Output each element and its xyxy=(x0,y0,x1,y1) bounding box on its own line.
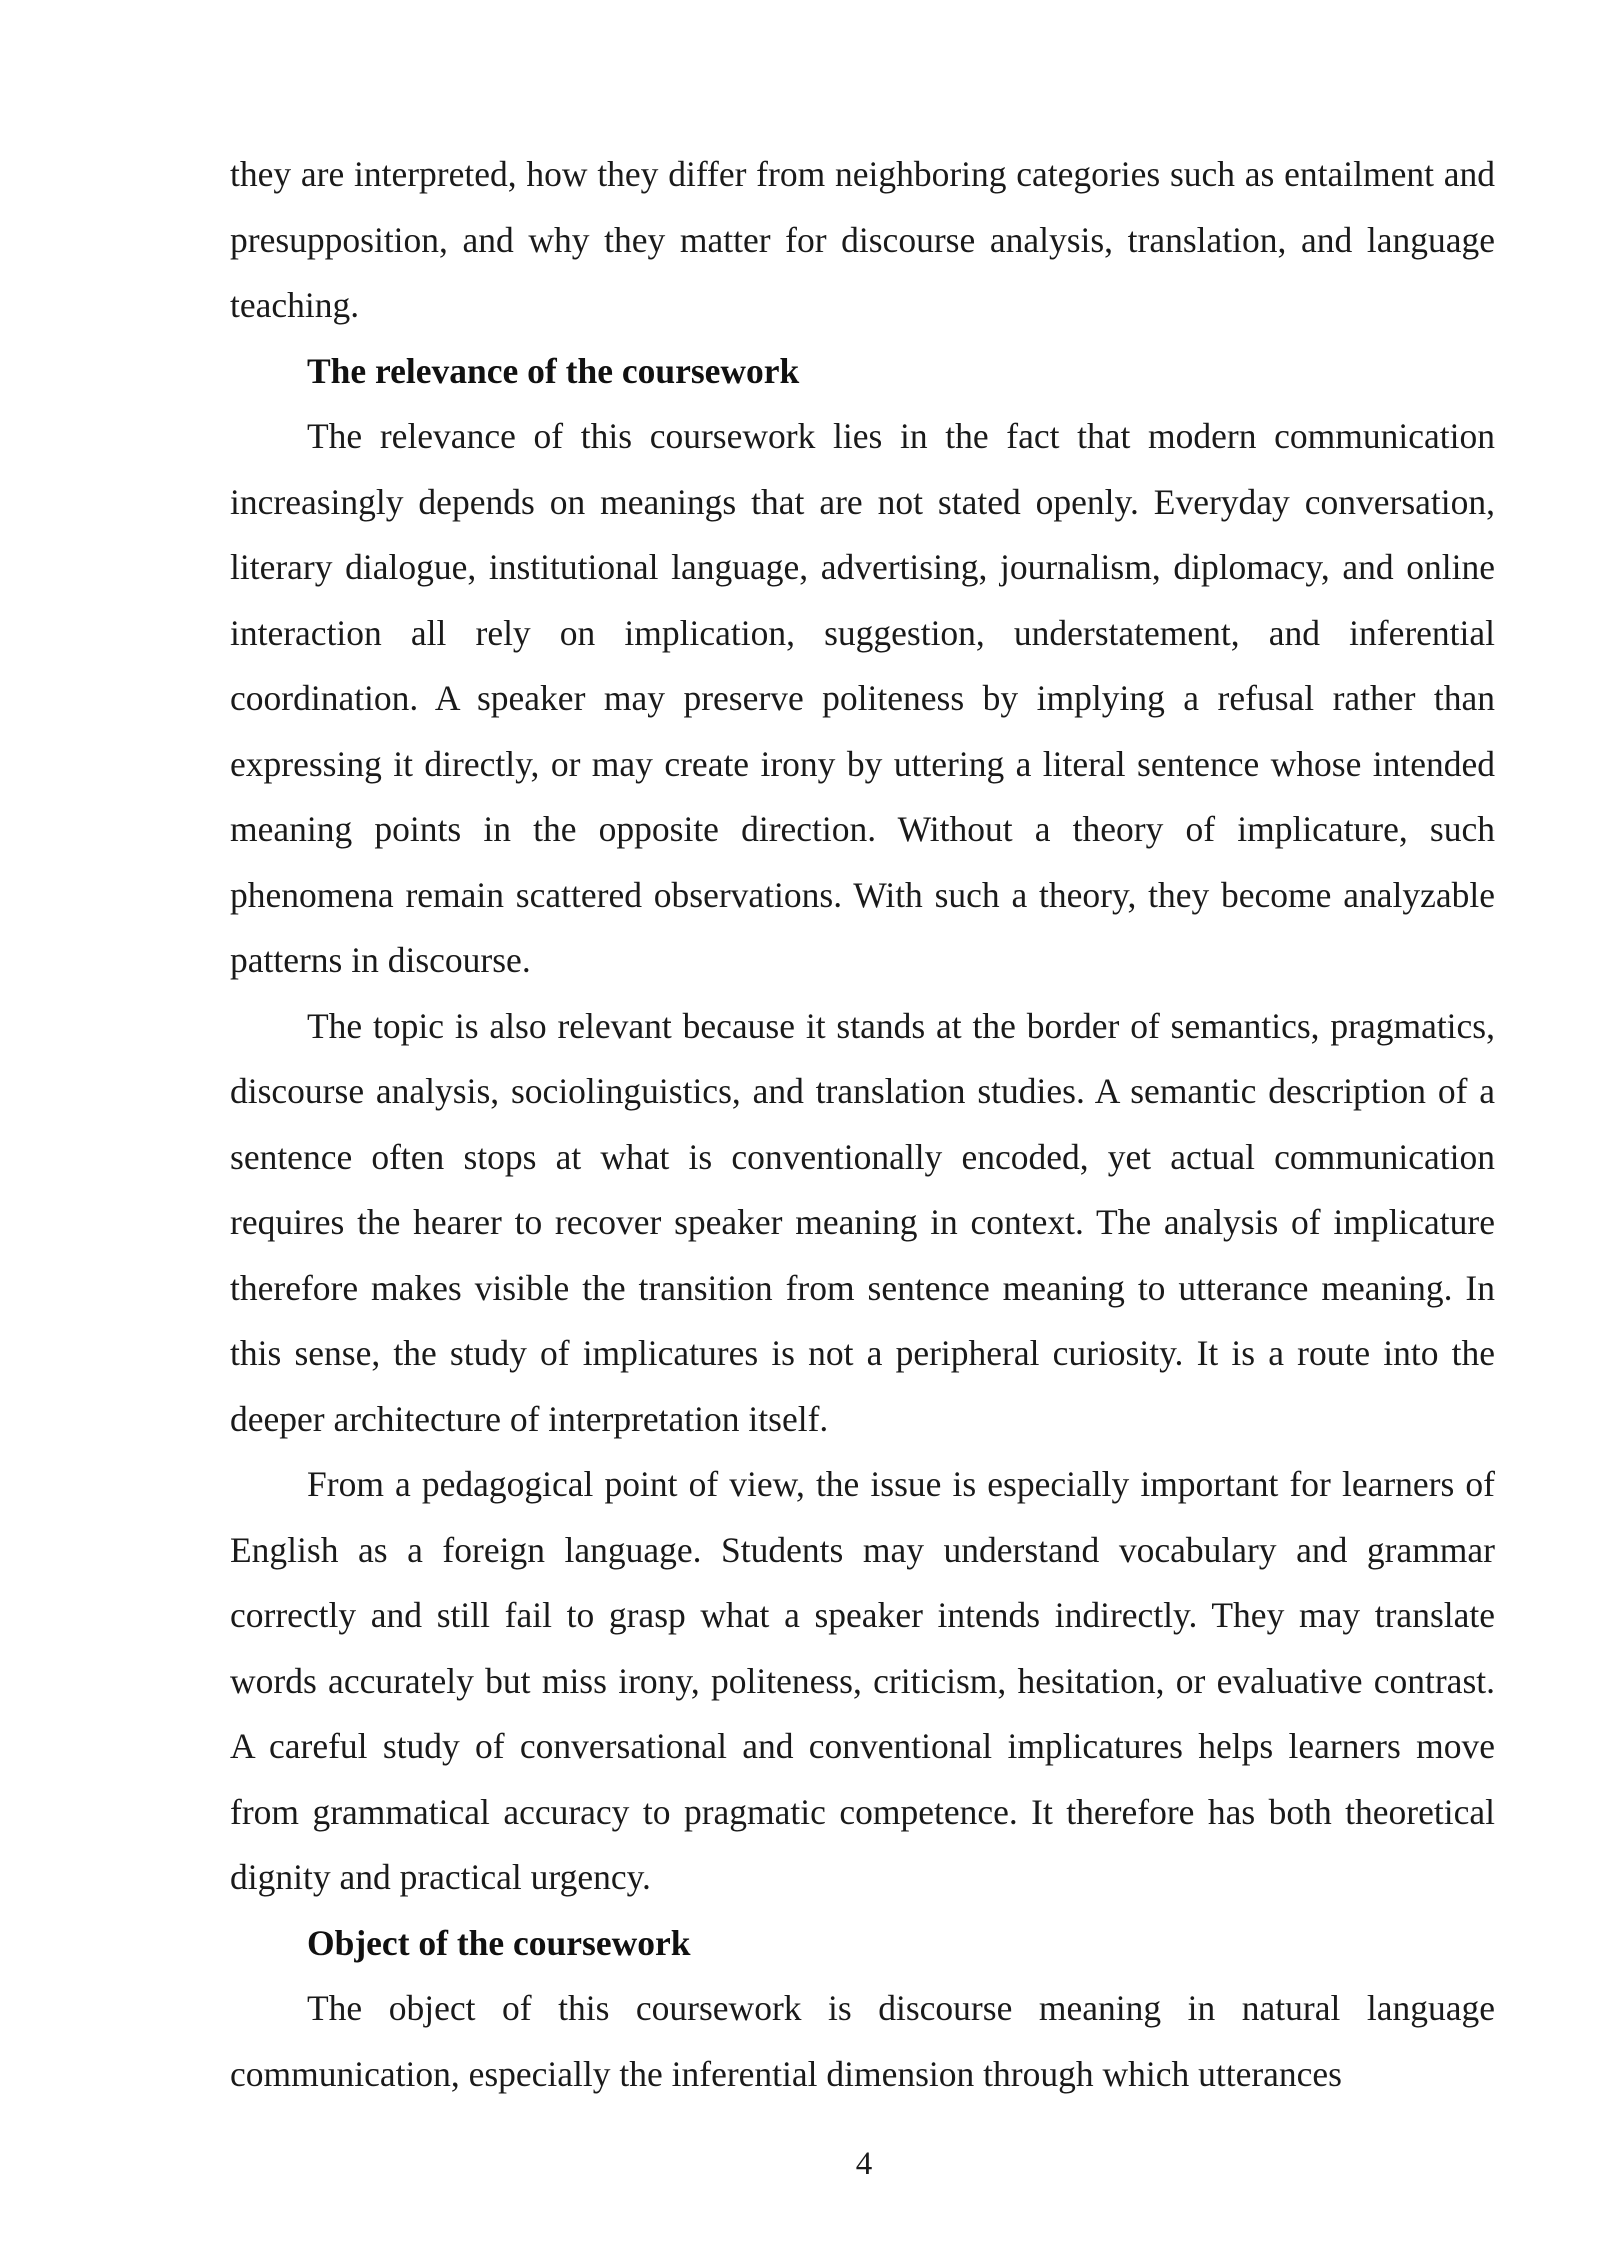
relevance-paragraph-3: From a pedagogical point of view, the issue is especially important for learners of English as a foreign language. Students may understand vocabulary and grammar correctly and still fail to grasp what a speaker intends indirectly. They may translate words accurately but miss irony, politeness, criticism, hesitation, or evaluative contrast. A careful study of conversational and conventional implicatures helps learners move from grammatical accuracy to pragmatic competence. It therefore has both theoretical dignity and practical urgency. xyxy=(230,1464,1495,1897)
page-number: 4 xyxy=(855,2146,873,2182)
continued-paragraph: they are interpreted, how they differ from neighboring categories such as entailment and presupposition, and why they matter for discourse analysis, translation, and language teaching. xyxy=(230,154,1495,325)
object-heading: Object of the coursework xyxy=(307,1922,691,1963)
relevance-paragraph-2: The topic is also relevant because it stands at the border of semantics, pragmatics, discourse analysis, sociolinguistics, and translation studies. A semantic description of a sentence often stops at what is conventionally encoded, yet actual communication requires the hearer to recover speaker meaning in context. The analysis of implicature therefore makes visible the transition from sentence meaning to utterance meaning. In this sense, the study of implicatures is not a peripheral curiosity. It is a route into the deeper architecture of interpretation itself. xyxy=(230,1005,1495,1439)
relevance-heading: The relevance of the coursework xyxy=(307,350,800,391)
object-paragraph-1: The object of this coursework is discourse meaning in natural language communication, especially the inferential dimension through which utterances xyxy=(230,1988,1495,2094)
relevance-paragraph-1: The relevance of this coursework lies in the fact that modern communication increasingly depends on meanings that are not stated openly. Everyday conversation, literary dialogue, institutional language, advertising, journalism, diplomacy, and online interaction all rely on implication, suggestion, understatement, and inferential coordination. A speaker may preserve politeness by implying a refusal rather than expressing it directly, or may create irony by uttering a literal sentence whose intended meaning points in the opposite direction. Without a theory of implicature, such phenomena remain scattered observations. With such a theory, they become analyzable patterns in discourse. xyxy=(230,416,1495,980)
page-body xyxy=(230,142,1495,2107)
